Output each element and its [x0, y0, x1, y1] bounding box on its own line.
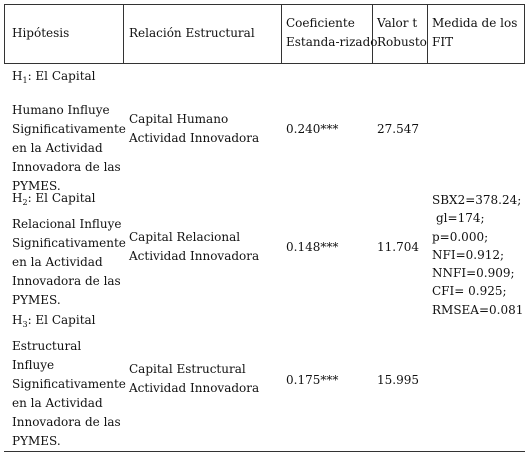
table-row-1-coef: 0.240***	[286, 122, 339, 136]
table-row-2-coef: 0.148***	[286, 240, 339, 254]
col-rule	[123, 4, 124, 64]
hyp-line: : El Capital	[27, 69, 96, 83]
hyp-line: en la Actividad	[12, 255, 103, 269]
hyp-title-2	[12, 189, 126, 215]
hyp-title-3	[12, 311, 126, 337]
col-rule	[281, 4, 282, 64]
header-relacion	[129, 24, 255, 43]
fit-line: CFI= 0.925;	[432, 284, 507, 299]
rel-line: Actividad Innovadora	[129, 381, 260, 395]
hyp-line: Innovadora de las	[12, 274, 121, 288]
hyp-subscript: 1	[22, 76, 28, 85]
rel-line: Capital Relacional	[129, 230, 241, 244]
hyp-line: PYMES.	[12, 434, 61, 448]
header-relacion-label: Relación Estructural	[129, 26, 255, 40]
fit-line: p=0.000;	[432, 229, 489, 244]
header-medida-line2: FIT	[432, 35, 454, 49]
table-row-1-relacion	[129, 110, 259, 148]
col-rule	[524, 4, 525, 64]
hyp-subscript: 3	[22, 320, 28, 329]
hyp-line: : El Capital	[27, 313, 96, 327]
hyp-line: PYMES.	[12, 179, 61, 193]
hyp-title-1	[12, 67, 126, 93]
table-row-2-t: 11.704	[377, 240, 419, 254]
header-coef-line2: Estanda-rizado	[286, 35, 378, 49]
header-hipotesis	[12, 24, 69, 43]
hyp-subscript: 2	[22, 198, 28, 207]
rel-line: Capital Estructural	[129, 362, 246, 376]
fit-line: NFI=0.912;	[432, 247, 505, 262]
table-bottom-rule	[4, 451, 525, 452]
hyp-line: Innovadora de las	[12, 160, 121, 174]
table-top-rule	[4, 4, 525, 5]
table-row-3-t: 15.995	[377, 373, 419, 387]
hyp-letter: H	[12, 313, 23, 327]
results-table	[4, 4, 525, 452]
hyp-line: Significativamente	[12, 122, 126, 136]
header-hipotesis-label: Hipótesis	[12, 26, 70, 40]
header-valor-line1: Valor t	[377, 16, 418, 30]
fit-line: gl=174;	[436, 211, 485, 226]
rel-line: Actividad Innovadora	[129, 131, 260, 145]
table-row-1-hipotesis	[12, 67, 126, 196]
fit-line: RMSEA=0.081	[432, 302, 524, 317]
table-row-2-relacion	[129, 228, 259, 266]
hyp-line: en la Actividad	[12, 396, 103, 410]
col-rule	[427, 4, 428, 64]
table-row-3-relacion	[129, 360, 259, 398]
rel-line: Capital Humano	[129, 112, 229, 126]
hyp-letter: H	[12, 191, 23, 205]
hyp-line: Significativamente	[12, 377, 126, 391]
hyp-line: Estructural	[12, 339, 82, 353]
header-coeficiente	[286, 14, 377, 52]
header-medida-line1: Medida de los	[432, 16, 518, 30]
hyp-line: en la Actividad	[12, 141, 103, 155]
header-valor-t	[377, 14, 427, 52]
fit-measures	[432, 191, 523, 319]
hyp-line: Innovadora de las	[12, 415, 121, 429]
table-row-3-hipotesis	[12, 311, 126, 451]
header-medida	[432, 14, 517, 52]
hyp-letter: H	[12, 69, 23, 83]
hyp-line: PYMES.	[12, 293, 61, 307]
rel-line: Actividad Innovadora	[129, 249, 260, 263]
header-valor-line2: Robusto	[377, 35, 427, 49]
header-bottom-rule	[4, 63, 525, 64]
fit-line: NNFI=0.909;	[432, 266, 515, 281]
header-coef-line1: Coeficiente	[286, 16, 355, 30]
hyp-line: Relacional Influye	[12, 217, 122, 231]
hyp-line: Significativamente	[12, 236, 126, 250]
hyp-line: Influye	[12, 358, 55, 372]
table-row-1-t: 27.547	[377, 122, 419, 136]
hyp-line: : El Capital	[27, 191, 96, 205]
fit-line: SBX2=378.24;	[432, 193, 522, 207]
col-rule	[4, 4, 5, 64]
table-row-2-hipotesis	[12, 189, 126, 310]
table-row-3-coef: 0.175***	[286, 373, 339, 387]
hyp-line: Humano Influye	[12, 103, 110, 117]
